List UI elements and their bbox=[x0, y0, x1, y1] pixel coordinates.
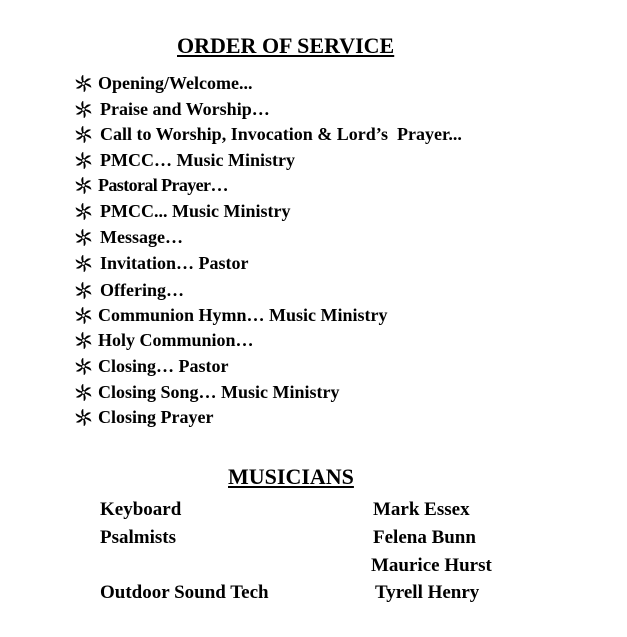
pinwheel-icon bbox=[75, 409, 92, 426]
pinwheel-icon bbox=[75, 255, 92, 272]
pinwheel-icon bbox=[75, 75, 92, 92]
item-label: Offering… bbox=[100, 279, 184, 300]
list-item bbox=[75, 278, 184, 302]
list-item bbox=[75, 71, 253, 95]
list-item bbox=[75, 199, 290, 223]
list-item bbox=[75, 328, 254, 352]
order-of-service-heading: ORDER OF SERVICE bbox=[177, 33, 395, 58]
item-label: Message… bbox=[100, 226, 183, 247]
list-item bbox=[75, 148, 295, 172]
item-label: Call to Worship, Invocation & Lord’s Prayer... bbox=[100, 123, 462, 144]
item-label: Closing… Pastor bbox=[98, 355, 229, 376]
pinwheel-icon bbox=[75, 152, 92, 169]
musician-name: Felena Bunn bbox=[373, 527, 476, 548]
pinwheel-icon bbox=[75, 332, 92, 349]
list-item bbox=[75, 405, 213, 429]
list-item bbox=[75, 354, 229, 378]
pinwheel-icon bbox=[75, 282, 92, 299]
item-label: Opening/Welcome... bbox=[98, 72, 253, 93]
list-item bbox=[75, 251, 249, 275]
list-item bbox=[75, 303, 388, 327]
musicians-heading: MUSICIANS bbox=[228, 464, 354, 489]
item-label: Pastoral Prayer… bbox=[98, 174, 228, 195]
pinwheel-icon bbox=[75, 177, 92, 194]
item-label: Closing Prayer bbox=[98, 406, 214, 427]
pinwheel-icon bbox=[75, 203, 92, 220]
list-item bbox=[75, 380, 340, 404]
musician-role: Keyboard bbox=[100, 499, 182, 520]
item-label: PMCC... Music Ministry bbox=[100, 200, 291, 221]
pinwheel-icon bbox=[75, 126, 92, 143]
musician-name: Mark Essex bbox=[373, 499, 470, 520]
list-item bbox=[75, 97, 270, 121]
musician-role: Psalmists bbox=[100, 527, 176, 548]
pinwheel-icon bbox=[75, 384, 92, 401]
pinwheel-icon bbox=[75, 229, 92, 246]
list-item bbox=[75, 122, 462, 146]
pinwheel-icon bbox=[75, 307, 92, 324]
musician-role: Outdoor Sound Tech bbox=[100, 582, 269, 603]
item-label: PMCC… Music Ministry bbox=[100, 149, 295, 170]
musician-name: Tyrell Henry bbox=[375, 582, 480, 603]
musician-name: Maurice Hurst bbox=[371, 555, 492, 576]
pinwheel-icon bbox=[75, 358, 92, 375]
item-label: Praise and Worship… bbox=[100, 98, 270, 119]
list-item bbox=[75, 225, 183, 249]
item-label: Holy Communion… bbox=[98, 329, 254, 350]
item-label: Invitation… Pastor bbox=[100, 252, 249, 273]
item-label: Closing Song… Music Ministry bbox=[98, 381, 340, 402]
list-item bbox=[75, 173, 228, 197]
pinwheel-icon bbox=[75, 101, 92, 118]
item-label: Communion Hymn… Music Ministry bbox=[98, 304, 388, 325]
